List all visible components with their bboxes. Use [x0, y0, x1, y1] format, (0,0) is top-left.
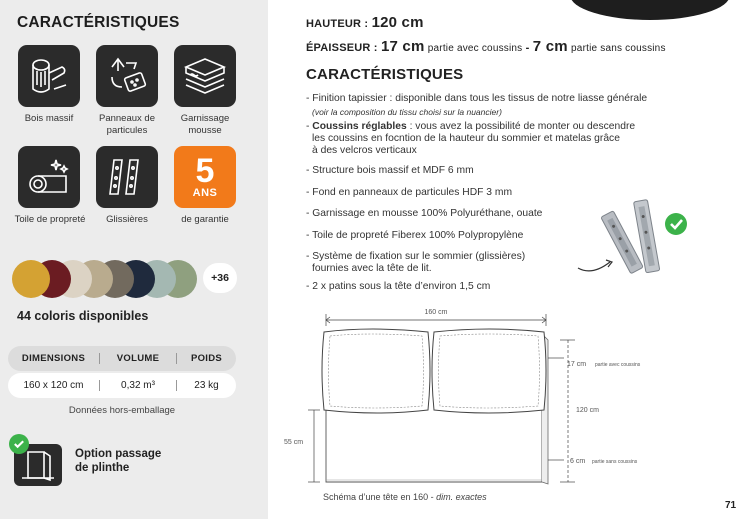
option-line1: Option passage [75, 448, 162, 460]
bullet-fixation-line2: fournies avec la tête de lit. [312, 263, 432, 274]
bullet-coussins-line2: les coussins en focntion de la hauteur du sommier et matelas grâce [312, 133, 620, 144]
hauteur-label: HAUTEUR : [306, 18, 369, 30]
bracket-check-icon [665, 213, 687, 235]
left-panel [0, 0, 268, 519]
product-image-crop [570, 0, 730, 20]
left-height-label: 55 cm [284, 439, 304, 446]
slide-bracket-illustration [570, 190, 690, 290]
recycle-particle-board-icon [96, 45, 158, 107]
color-swatch[interactable] [12, 260, 50, 298]
dimensions-table [8, 346, 236, 398]
foam-layers-icon [174, 45, 236, 107]
hauteur-spec [306, 14, 424, 31]
epaisseur-value1: 17 cm [380, 38, 425, 55]
feature-label-garnissage: Garnissage mousse [180, 113, 230, 136]
bullet-coussins: - Coussins réglables : vous avez la possibilité de monter ou descendre [306, 121, 636, 132]
option-line2: de plinthe [75, 462, 130, 474]
feature-label-bois: Bois massif [24, 113, 74, 124]
option-check-icon [9, 434, 29, 454]
warranty-badge-icon [174, 146, 236, 208]
header-poids: POIDS [176, 353, 236, 364]
header-volume: VOLUME [99, 353, 176, 364]
feature-label-panneaux: Panneaux de particules [99, 113, 155, 136]
bullet-toile: - Toile de propreté Fiberex 100% Polypropylène [306, 230, 524, 241]
height-label: 120 cm [576, 407, 599, 414]
base-depth-label: 6 cm [570, 458, 586, 465]
cushion-depth-label: 17 cm [567, 361, 587, 368]
diagram-caption-text: Schéma d’une tête en 160 - [323, 492, 434, 502]
option-plinthe [75, 447, 161, 475]
value-poids: 23 kg [176, 380, 236, 391]
epaisseur-separator: - [525, 42, 530, 54]
diagram-caption-italic: dim. exactes [436, 492, 487, 502]
dimensions-value-row [8, 373, 236, 398]
dimensions-note: Données hors-emballage [68, 405, 176, 416]
base-depth-note: partie sans coussins [592, 459, 638, 465]
cushion-depth-note: partie avec coussins [595, 362, 641, 368]
bullet-coussins-line3: à des velcros verticaux [312, 145, 417, 156]
characteristics-title: CARACTÉRISTIQUES [306, 66, 464, 83]
bullet-finition: - Finition tapissier : disponible dans tous les tissus de notre liasse générale [306, 93, 648, 104]
bullet-finition-note: (voir la composition du tissu choisi sur la nuancier) [312, 107, 502, 117]
epaisseur-text2: partie sans coussins [571, 43, 666, 54]
color-swatches [12, 260, 202, 298]
value-volume: 0,32 m³ [99, 380, 176, 391]
wood-log-icon [18, 45, 80, 107]
epaisseur-text1: partie avec coussins [427, 43, 523, 54]
epaisseur-label: ÉPAISSEUR : [306, 42, 378, 54]
bullet-coussins-line1: : vous avez la possibilité de monter ou descendre [406, 121, 636, 132]
dimension-diagram [270, 300, 740, 500]
diagram-caption [323, 492, 487, 502]
slide-bracket-icon [96, 146, 158, 208]
colors-available: 44 coloris disponibles [17, 309, 149, 323]
more-colors-badge[interactable]: +36 [203, 263, 237, 293]
fabric-roll-icon [18, 146, 80, 208]
bullet-fond: - Fond en panneaux de particules HDF 3 mm [306, 187, 513, 198]
feature-label-toile: Toile de propreté [14, 214, 86, 225]
bullet-fixation: - Système de fixation sur le sommier (glissières) [306, 251, 526, 262]
value-dimensions: 160 x 120 cm [23, 380, 84, 391]
bullet-structure: - Structure bois massif et MDF 6 mm [306, 165, 474, 176]
epaisseur-value2: 7 cm [532, 38, 568, 55]
hauteur-value: 120 cm [371, 14, 424, 31]
warranty-unit: ANS [192, 187, 218, 199]
bullet-coussins-bold: Coussins réglables [312, 121, 407, 132]
warranty-years: 5 [195, 152, 215, 190]
header-dimensions: DIMENSIONS [21, 353, 86, 364]
epaisseur-spec [306, 38, 666, 55]
page-number: 71 [725, 500, 737, 511]
width-label: 160 cm [424, 309, 448, 316]
bullet-garnissage: - Garnissage en mousse 100% Polyuréthane, ouate [306, 208, 543, 219]
feature-label-garantie: de garantie [181, 214, 229, 225]
feature-label-glissieres: Glissières [106, 214, 148, 225]
features-title: CARACTÉRISTIQUES [17, 14, 180, 31]
dimensions-header-row [8, 346, 236, 371]
bullet-patins: - 2 x patins sous la tête d’environ 1,5 cm [306, 281, 491, 292]
